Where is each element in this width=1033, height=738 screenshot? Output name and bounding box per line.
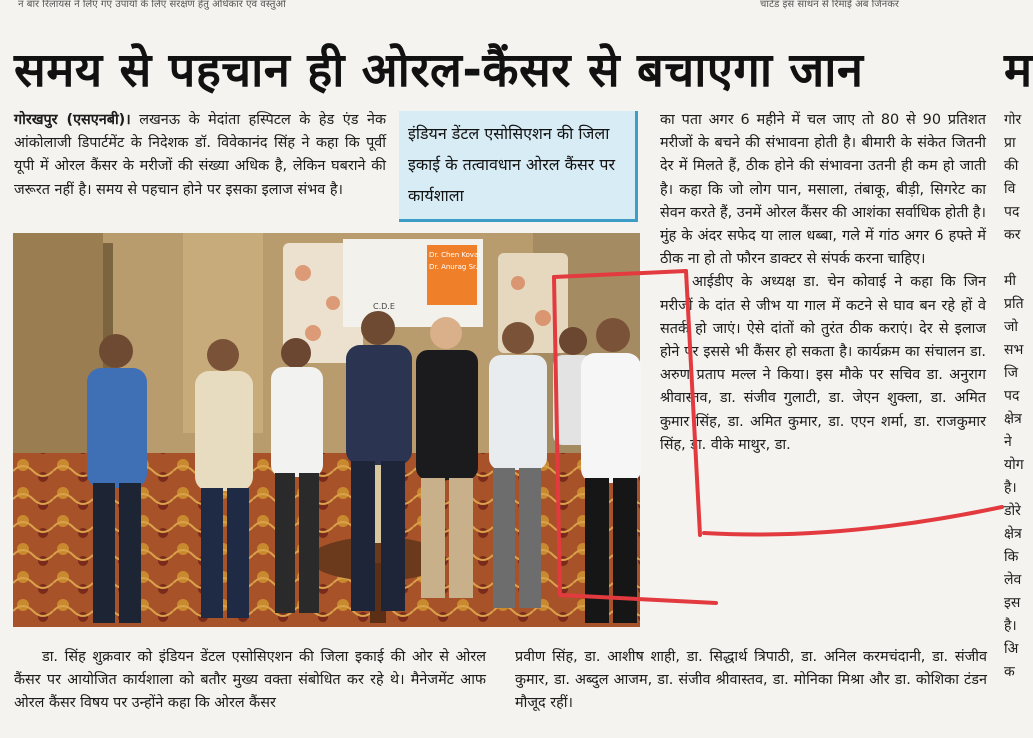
top-cut-text-strip	[0, 0, 1024, 10]
right-fragment-line: इस	[1004, 595, 1021, 611]
right-fragment-line: डोरे	[1004, 503, 1021, 519]
highlight-box-text: इंडियन डेंटल एसोसिएशन की जिला इकाई के तत्वावधान ओरल कैंसर पर कार्यशाला	[408, 124, 616, 205]
event-photo-illustration	[13, 233, 640, 627]
article-column-1	[14, 109, 386, 229]
dateline: गोरखपुर (एसएनबी)।	[14, 112, 131, 128]
column-1-text: लखनऊ के मेदांता हस्पिटल के हेड एंड नेक आंकोलाजी डिपार्टमेंट के निदेशक डॉ. विवेकानंद सिंह ने कहा कि पूर्वी यूपी में ओरल कैंसर के मरीजों की संख्या अधिक है, लेकिन घबराने की जरूरत नहीं है। समय से पहचान होने पर इसका इलाज संभव है।	[14, 112, 386, 198]
column-3-text: डा. सिंह शुक्रवार को इंडियन डेंटल एसोसिएशन की जिला इकाई की ओर से ओरल कैंसर पर आयोजित कार्यशाला को बतौर मुख्य वक्ता संबोधित कर रहे थे। मैनेजमेंट आफ ओरल कैंसर विषय पर उन्होंने कहा कि ओरल कैंसर	[14, 649, 486, 712]
right-fragment-line: है।	[1004, 618, 1017, 634]
right-fragment-line: योग	[1004, 457, 1024, 473]
top-strip-left: न बार रिलायंस ने लिए गए उपायों के लिए संरक्षण हेतु अधिकार एवं वस्तुओं	[18, 0, 286, 10]
right-fragment-line: कर	[1004, 227, 1021, 243]
headline	[14, 36, 1033, 106]
right-fragment-line: क्षेत्र	[1004, 411, 1022, 427]
right-fragment-line: कि	[1004, 549, 1019, 565]
banner-line-1: Dr. Chen Kovai	[429, 251, 481, 259]
right-fragment-line: जि	[1004, 365, 1019, 381]
article-column-2	[660, 109, 986, 619]
right-fragment-line: प्रति	[1004, 296, 1024, 312]
headline-cut-letter: म	[1004, 43, 1033, 98]
right-fragment-line: सभ	[1004, 342, 1024, 358]
right-fragment-line: ने	[1004, 434, 1012, 450]
event-photo	[13, 233, 640, 627]
right-fragment-line: है।	[1004, 480, 1017, 496]
column-2-paragraph-2: आईडीए के अध्यक्ष डा. चेन कोवाई ने कहा कि जिन मरीजों के दांत से जीभ या गाल में कटने से घाव बन रहे हों वे सतर्क हो जाएं। ऐसे दांतों को तुरंत ठीक कराएं। देर से इलाज होने पर इससे भी कैंसर हो सकता है। कार्यक्रम का संचालन डा. अरुण प्रताप मल्ल ने किया। इस मौके पर सचिव डा. अनुराग श्रीवास्तव, डा. संजीव गुलाटी, डा. जेएन शुक्ला, डा. अमित कुमार सिंह, डा. अमित कुमार, डा. एएन शर्मा, डा. राजकुमार सिंह, डा. वीके माथुर, डा.	[660, 274, 986, 453]
right-cut-column	[1004, 109, 1024, 729]
right-fragment-line: क	[1004, 664, 1015, 680]
right-fragment-line: वि	[1004, 181, 1016, 197]
article-column-3	[14, 646, 486, 732]
right-fragment-line: की	[1004, 158, 1019, 174]
headline-text: समय से पहचान ही ओरल-कैंसर से बचाएगा जान	[14, 43, 864, 98]
article-column-4	[515, 646, 987, 732]
banner-line-2: Dr. Anurag Sr.	[429, 263, 478, 271]
right-fragment-line: अि	[1004, 641, 1019, 657]
banner-line-3: C.D.E	[373, 302, 395, 311]
column-2-paragraph-1: का पता अगर 6 महीने में चल जाए तो 80 से 90 प्रतिशत मरीजों के बचने की संभावना होती है। बीमारी के संकेत जितनी देर में मिलते हैं, ठीक होने की संभावना उतनी ही कम हो जाती है। कहा कि जो लोग पान, मसाला, तंबाकू, बीड़ी, सिगरेट का सेवन करते हैं, उनमें ओरल कैंसर की आशंका सर्वाधिक होती है। मुंह के अंदर सफेद या लाल धब्बा, गले में गांठ अगर 6 हफ्ते में ठीक ना हो तो फौरन डाक्टर से संपर्क करना चाहिए।	[660, 112, 986, 268]
right-fragment-line: पद	[1004, 204, 1020, 220]
top-strip-right: चार्टड इस साथन से रिमाई अब जिनकर	[760, 0, 899, 10]
right-fragment-line: लेव	[1004, 572, 1022, 588]
right-fragment-line: पद	[1004, 388, 1020, 404]
right-fragment-line: प्रा	[1004, 135, 1016, 151]
right-fragment-line: गोर	[1004, 112, 1022, 128]
right-fragment-line: क्षेत्र	[1004, 526, 1022, 542]
right-fragment-line: जो	[1004, 319, 1019, 335]
right-fragment-line	[1004, 247, 1024, 270]
column-4-text: प्रवीण सिंह, डा. आशीष शाही, डा. सिद्धार्थ त्रिपाठी, डा. अनिल करमचंदानी, डा. संजीव कुमार, डा. अब्दुल आजम, डा. संजीव श्रीवास्तव, डा. मोनिका मिश्रा और डा. कोशिका टंडन मौजूद रहीं।	[515, 649, 987, 712]
right-fragment-line: मी	[1004, 273, 1016, 289]
